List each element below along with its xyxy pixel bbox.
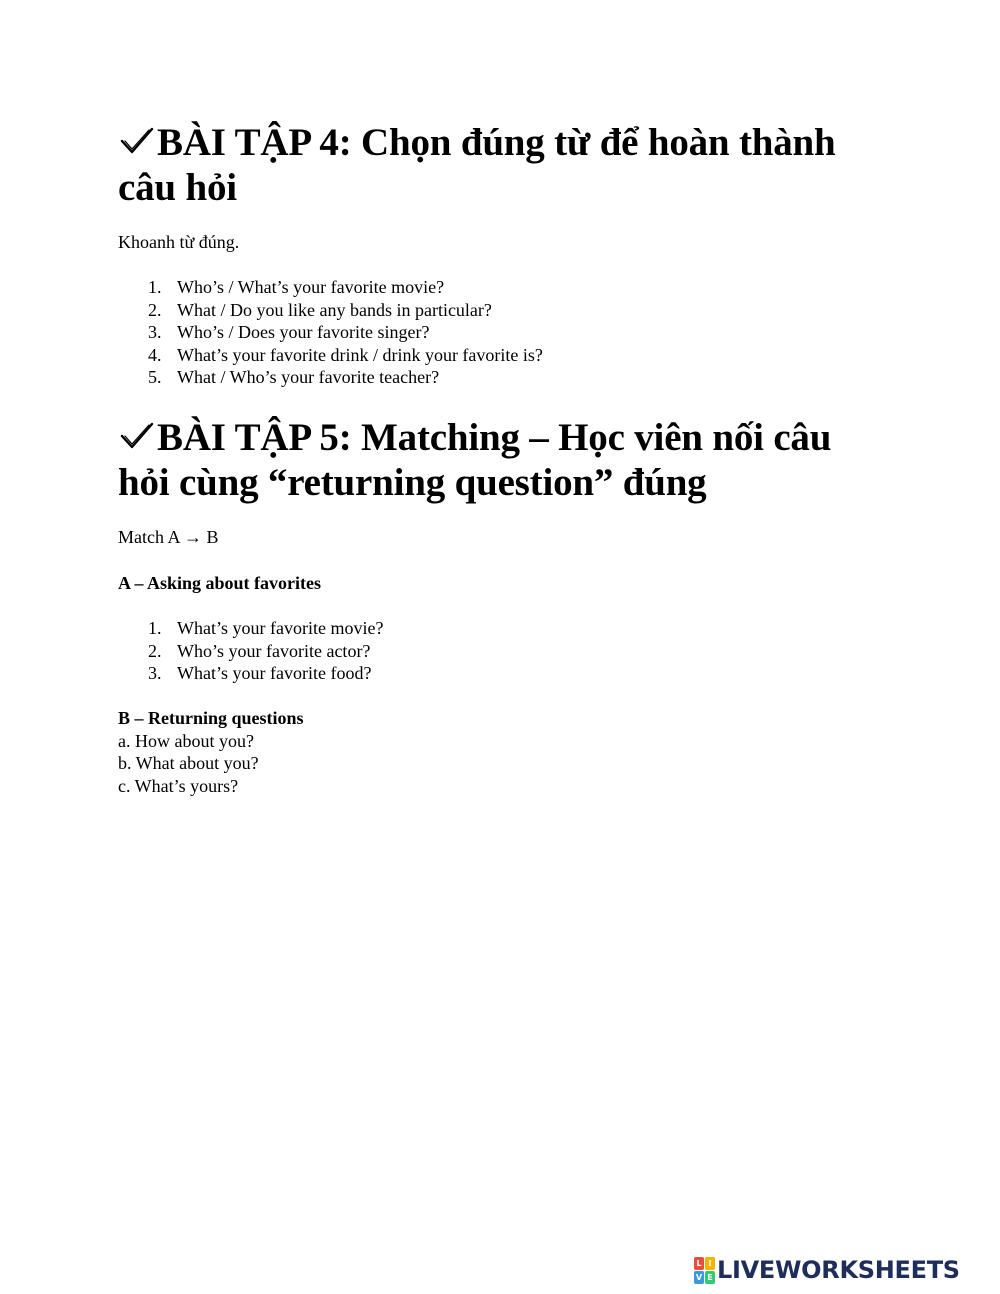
logo-mark-tile: V [695,1273,703,1282]
exercise-4-title: BÀI TẬP 4: Chọn đúng từ để hoàn thành câu hỏi [118,121,836,209]
logo-text: LIVEWORKSHEETS [717,1256,960,1284]
exercise-4-instruction: Khoanh từ đúng. [118,232,240,252]
list-item: 1. Who’s / What’s your favorite movie? [148,277,445,297]
list-item-text: What’s your favorite food? [177,663,372,683]
list-item: 1. What’s your favorite movie? [148,618,384,638]
check-mark-icon [118,418,156,452]
group-b-item: c. What’s yours? [118,775,239,796]
list-item-text: What / Do you like any bands in particular? [177,299,492,320]
list-item: 2. What / Do you like any bands in particular? [148,299,492,320]
list-item-text: What’s your favorite drink / drink your favorite is? [177,344,543,365]
check-mark-icon [118,123,156,157]
group-b-item: b. What about you? [118,753,259,773]
list-item-text: Who’s / What’s your favorite movie? [177,277,445,297]
list-item-text: What / Who’s your favorite teacher? [177,367,440,387]
list-item-text: Who’s / Does your favorite singer? [177,322,430,342]
exercise-5-title: BÀI TẬP 5: Matching – Học viên nối câu hỏi cùng “returning question” đúng [118,416,832,504]
list-item: 5. What / Who’s your favorite teacher? [148,367,440,387]
liveworksheets-logo [694,1255,960,1285]
logo-mark-tile: L [694,1257,704,1270]
group-a-title: A – Asking about favorites [118,573,322,593]
list-item-text: What’s your favorite movie? [177,618,384,638]
group-b-title: B – Returning questions [118,708,304,728]
list-item: 2. Who’s your favorite actor? [148,640,371,661]
logo-mark-icon [694,1257,714,1283]
group-b-item: a. How about you? [118,730,254,751]
list-item: 3. Who’s / Does your favorite singer? [148,322,430,342]
group-b [118,707,304,797]
exercise-5-heading [118,415,878,505]
exercise-5-instruction: Match A → B [118,527,219,547]
list-item: 3. What’s your favorite food? [148,663,372,683]
group-a-list [118,617,383,685]
list-item-text: Who’s your favorite actor? [177,640,371,661]
exercise-4-heading [118,120,878,210]
logo-mark-tile: E [705,1271,715,1284]
list-item: 4. What’s your favorite drink / drink your favorite is? [148,344,543,365]
exercise-4-list [118,276,543,389]
logo-mark-tile: I [705,1257,715,1270]
